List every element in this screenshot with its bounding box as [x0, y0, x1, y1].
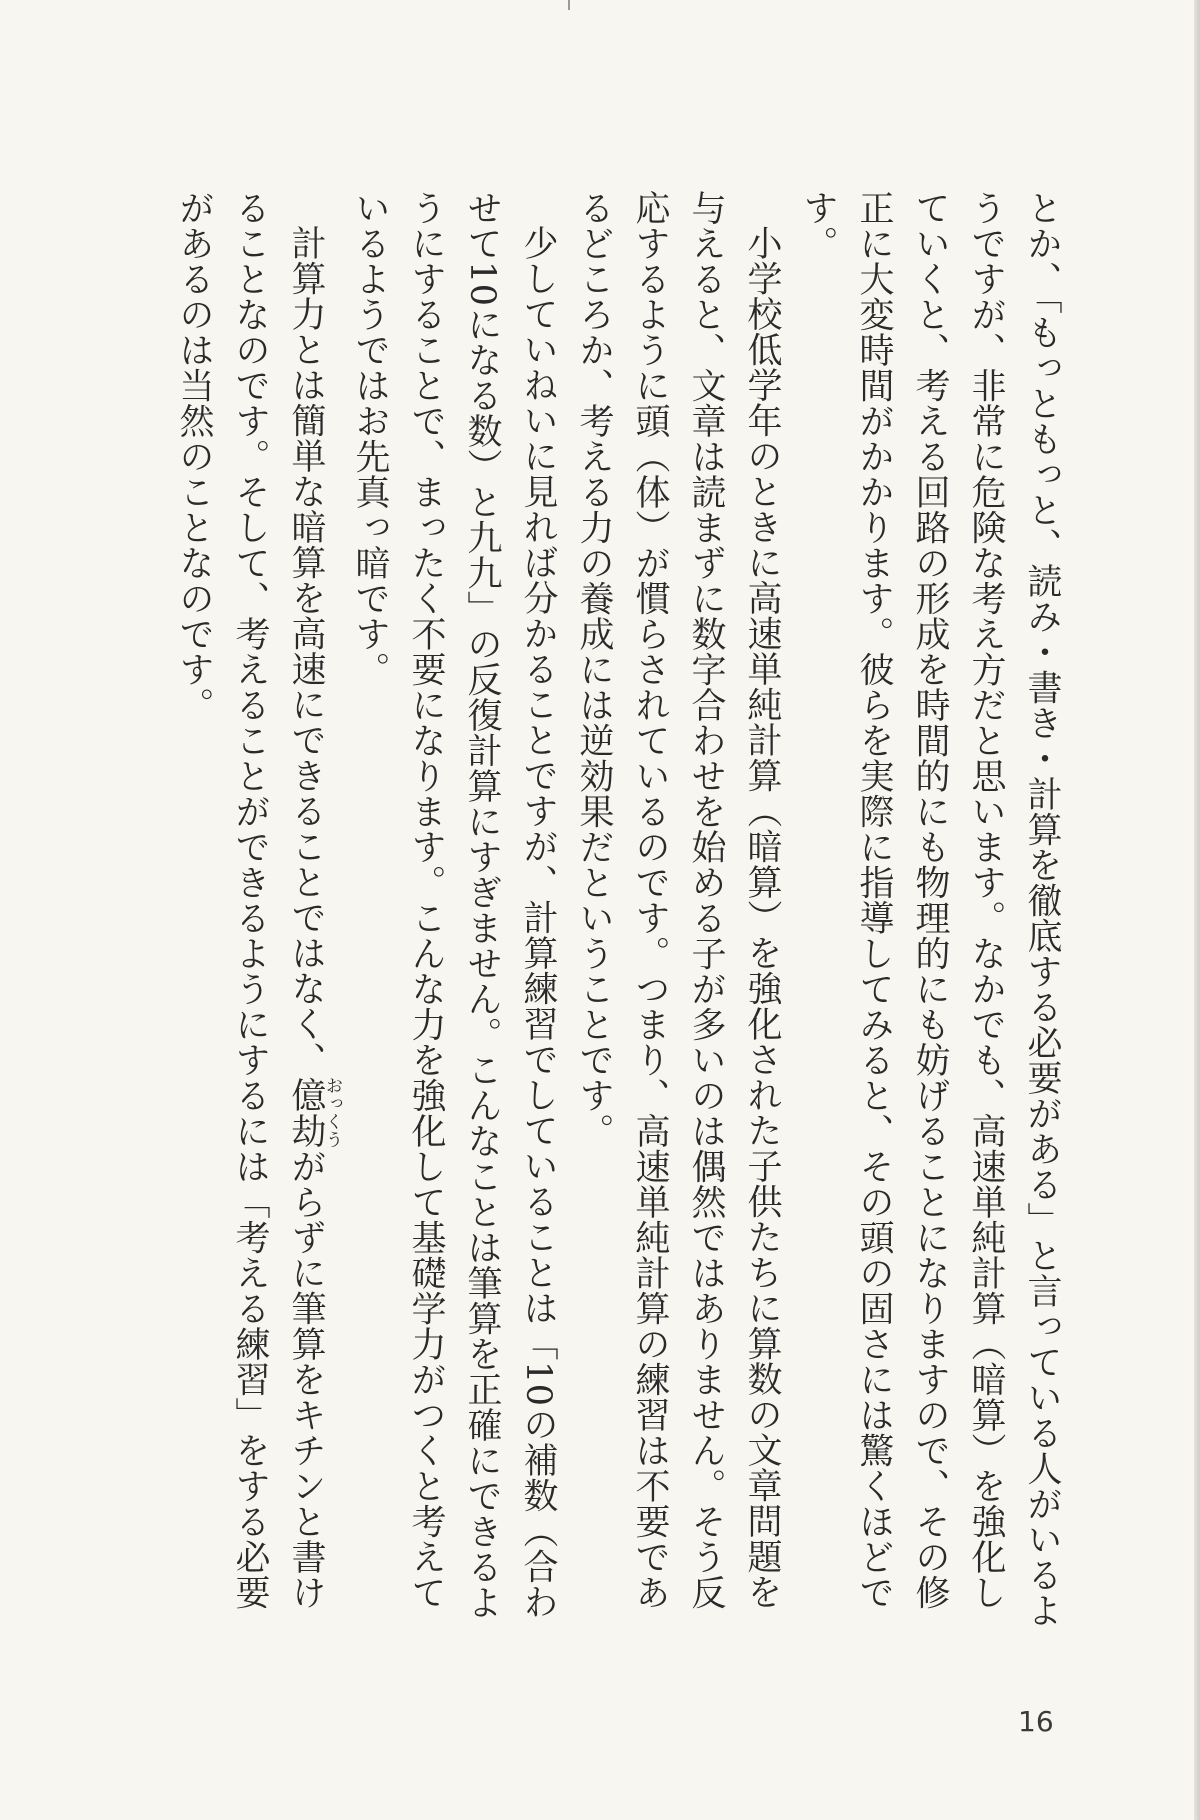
crop-mark	[568, 0, 570, 10]
ruby-base: 億劫	[286, 1076, 326, 1149]
ruby-reading: おっくう	[323, 1076, 343, 1149]
paragraph-4-after: がらずに筆算をキチンと書けることなのです。そして、考えることができるようにするには「考える練習」をする必要があるのは当然のことなのです。	[174, 190, 326, 1610]
ruby-okkuu	[286, 1076, 343, 1149]
page-edge	[1194, 0, 1200, 1820]
page-number: 16	[1018, 1705, 1054, 1738]
vertical-text-body	[166, 190, 1070, 1630]
paragraph-2: 小学校低学年のときに高速単純計算（暗算）を強化された子供たちに算数の文章問題を与えると、文章は読まずに数字合わせを始める子が多いのは偶然ではありません。そう反応するように頭（体）が慣らされているのです。つまり、高速単純計算の練習は不要であるどころか、考える力の養成には逆効果だということです。	[574, 190, 782, 1610]
paragraph-4	[166, 190, 342, 1630]
paragraph-1: とか、「もっともっと、読み・書き・計算を徹底する必要がある」と言っている人がいるようですが、非常に危険な考え方だと思います。なかでも、高速単純計算（暗算）を強化していくと、考える回路の形成を時間的にも物理的にも妨げることになりますので、その修正に大変時間がかかります。彼らを実際に指導してみると、その頭の固さには驚くほどです。	[798, 190, 1062, 1628]
paragraph-3: 少していねいに見れば分かることですが、計算練習でしていることは「10の補数（合わせて10になる数）と九九」の反復計算にすぎません。こんなことは筆算を正確にできるようにすることで、まったく不要になります。こんな力を強化して基礎学力がつくと考えているようではお先真っ暗です。	[350, 190, 558, 1621]
paragraph-4-before: 計算力とは簡単な暗算を高速にできることではなく、	[286, 225, 326, 1077]
